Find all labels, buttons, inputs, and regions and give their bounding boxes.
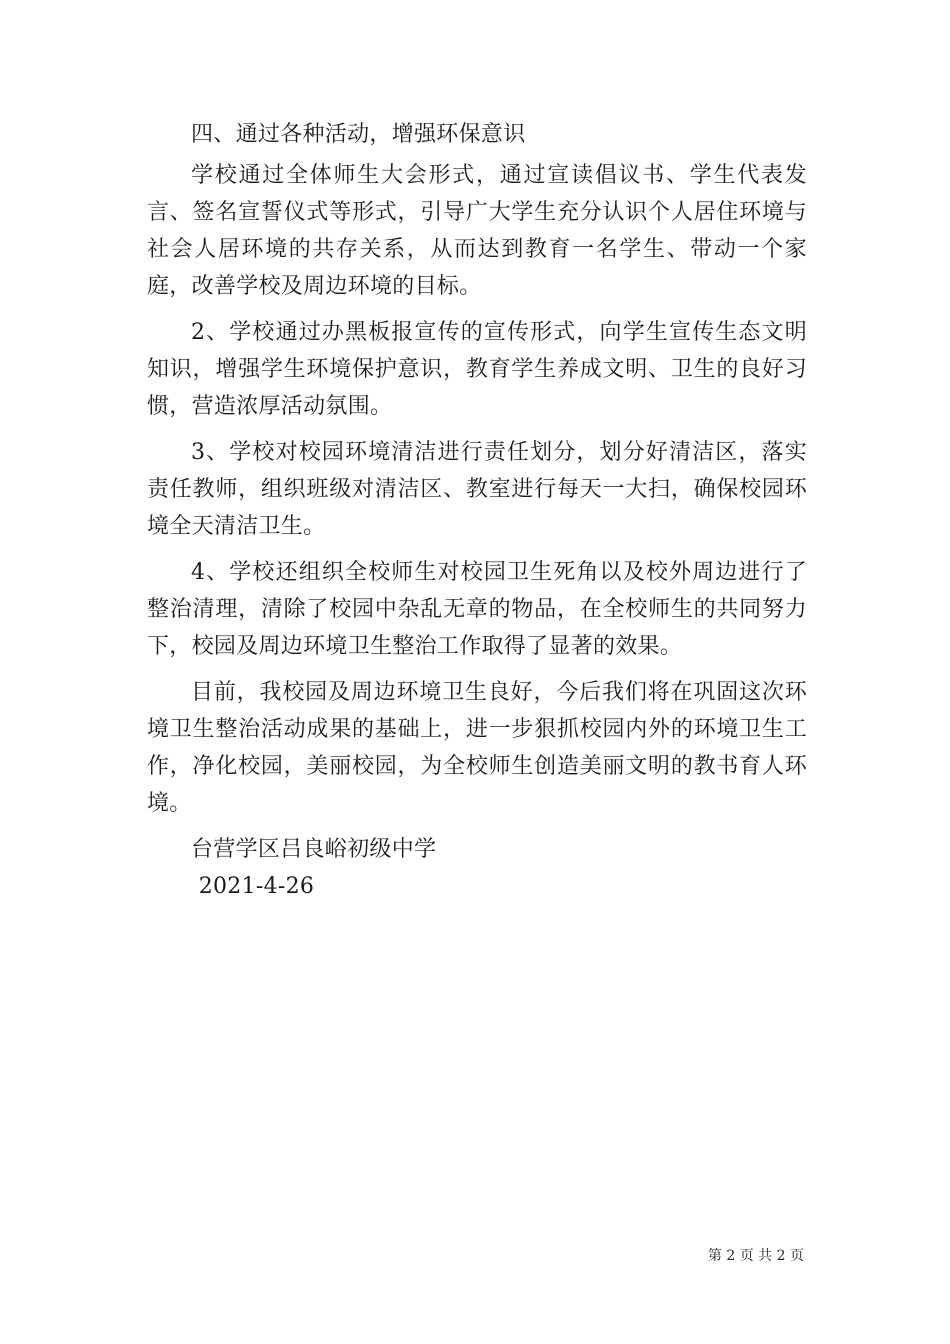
document-body — [147, 116, 807, 905]
paragraph-1: 学校通过全体师生大会形式，通过宣读倡议书、学生代表发言、签名宣誓仪式等形式，引导广大学生充分认识个人居住环境与社会人居环境的共存关系，从而达到教育一名学生、带动一个家庭，改善学校及周边环境的目标。 — [147, 163, 807, 299]
paragraph-2: 2、学校通过办黑板报宣传的宣传形式，向学生宣传生态文明知识，增强学生环境保护意识，教育学生养成文明、卫生的良好习惯，营造浓厚活动氛围。 — [147, 320, 807, 419]
paragraph-3: 3、学校对校园环境清洁进行责任划分，划分好清洁区，落实责任教师，组织班级对清洁区、教室进行每天一大扫，确保校园环境全天清洁卫生。 — [147, 440, 807, 539]
page-number: 第 2 页 共 2 页 — [707, 1248, 804, 1264]
paragraph-5: 目前，我校园及周边环境卫生良好，今后我们将在巩固这次环境卫生整治活动成果的基础上，进一步狠抓校园内外的环境卫生工作，净化校园，美丽校园，为全校师生创造美丽文明的教书育人环境。 — [147, 680, 807, 816]
paragraph-4: 4、学校还组织全校师生对校园卫生死角以及校外周边进行了整治清理，清除了校园中杂乱无章的物品，在全校师生的共同努力下，校园及周边环境卫生整治工作取得了显著的效果。 — [147, 560, 807, 659]
document-date: 2021-4-26 — [198, 874, 315, 899]
section-heading: 四、通过各种活动，增强环保意识 — [191, 122, 526, 147]
signature: 台营学区吕良峪初级中学 — [191, 837, 437, 862]
